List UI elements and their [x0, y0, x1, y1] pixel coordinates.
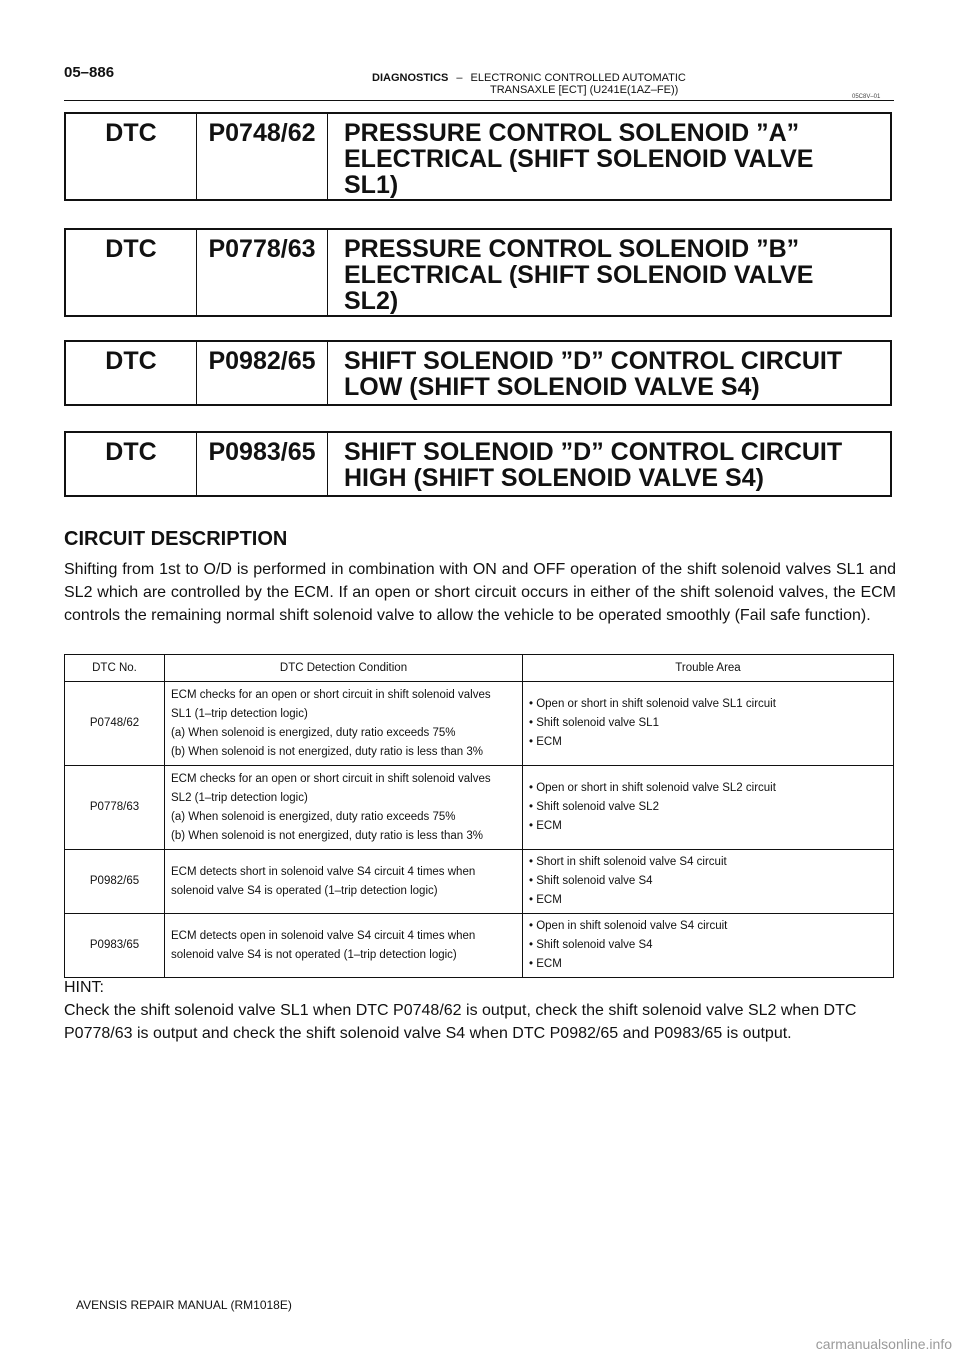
- condition-line: ECM checks for an open or short circuit in shift solenoid valves: [171, 688, 491, 701]
- dtc-number-cell: P0983/65: [65, 914, 165, 978]
- condition-line: solenoid valve S4 is operated (1–trip detection logic): [171, 884, 438, 897]
- dtc-title-line: PRESSURE CONTROL SOLENOID ”B”: [344, 235, 800, 263]
- trouble-area-item: • ECM: [529, 736, 562, 748]
- column-header-condition: DTC Detection Condition: [165, 655, 523, 682]
- document-code: 05C8V–01: [852, 94, 881, 100]
- trouble-area-item: • Shift solenoid valve SL1: [529, 717, 659, 729]
- dtc-box-p0778: [64, 228, 892, 317]
- dtc-title-line: PRESSURE CONTROL SOLENOID ”A”: [344, 119, 800, 147]
- column-header-dtc-no: DTC No.: [65, 655, 165, 682]
- condition-line: ECM checks for an open or short circuit in shift solenoid valves: [171, 772, 491, 785]
- dtc-code: P0982/65: [197, 342, 328, 404]
- table-header-row: [65, 655, 894, 682]
- dtc-box-p0748: [64, 112, 892, 201]
- dtc-code: P0778/63: [197, 230, 328, 315]
- dtc-detection-table: [64, 654, 894, 978]
- dtc-number-cell: P0982/65: [65, 850, 165, 914]
- header-title-line1: ELECTRONIC CONTROLLED AUTOMATIC: [470, 72, 686, 84]
- trouble-area-item: • Open or short in shift solenoid valve SL2 circuit: [529, 782, 776, 794]
- circuit-description-title: CIRCUIT DESCRIPTION: [64, 528, 288, 550]
- dtc-title-line: SL1): [344, 171, 399, 199]
- header-title-line2: TRANSAXLE [ECT] (U241E(1AZ–FE)): [490, 84, 679, 96]
- running-header: [372, 72, 686, 96]
- condition-line: ECM detects short in solenoid valve S4 circuit 4 times when: [171, 865, 476, 878]
- header-rule: [64, 100, 894, 101]
- condition-line: (a) When solenoid is energized, duty ratio exceeds 75%: [171, 810, 456, 823]
- trouble-area-item: • Shift solenoid valve S4: [529, 939, 653, 951]
- dtc-title-line: ELECTRICAL (SHIFT SOLENOID VALVE: [344, 145, 814, 173]
- page-number: 05–886: [64, 64, 115, 81]
- dtc-label: DTC: [66, 433, 197, 495]
- trouble-area-item: • Short in shift solenoid valve S4 circuit: [529, 856, 727, 868]
- trouble-area-item: • ECM: [529, 894, 562, 906]
- dtc-code: P0983/65: [197, 433, 328, 495]
- trouble-area-cell: [523, 914, 894, 978]
- dtc-title: [328, 230, 890, 315]
- dtc-title: [328, 342, 890, 404]
- dtc-number-cell: P0748/62: [65, 682, 165, 766]
- dtc-title-line: SL2): [344, 287, 399, 315]
- dtc-box-p0982: [64, 340, 892, 406]
- hint-block: [64, 976, 896, 1045]
- condition-cell: [165, 850, 523, 914]
- trouble-area-item: • ECM: [529, 958, 562, 970]
- trouble-area-item: • Shift solenoid valve S4: [529, 875, 653, 887]
- dtc-box-p0983: [64, 431, 892, 497]
- trouble-area-cell: [523, 766, 894, 850]
- hint-text: Check the shift solenoid valve SL1 when DTC P0748/62 is output, check the shift solenoid valve SL2 when DTC P0778/63 is output and check the shift solenoid valve S4 when DTC P0982/65 and P0983/65 is output.: [64, 1002, 857, 1042]
- dtc-title-line: ELECTRICAL (SHIFT SOLENOID VALVE: [344, 261, 814, 289]
- dtc-number-cell: P0778/63: [65, 766, 165, 850]
- table-row: [65, 914, 894, 978]
- dtc-title-line: SHIFT SOLENOID ”D” CONTROL CIRCUIT: [344, 438, 843, 466]
- trouble-area-cell: [523, 850, 894, 914]
- table-row: [65, 682, 894, 766]
- condition-cell: [165, 682, 523, 766]
- dtc-title-line: SHIFT SOLENOID ”D” CONTROL CIRCUIT: [344, 347, 843, 375]
- hint-label: HINT:: [64, 979, 104, 996]
- condition-line: SL1 (1–trip detection logic): [171, 707, 308, 720]
- table-row: [65, 850, 894, 914]
- condition-line: (b) When solenoid is not energized, duty ratio is less than 3%: [171, 745, 483, 758]
- dtc-label: DTC: [66, 342, 197, 404]
- condition-line: solenoid valve S4 is not operated (1–trip detection logic): [171, 948, 457, 961]
- dtc-title-line: HIGH (SHIFT SOLENOID VALVE S4): [344, 464, 764, 492]
- trouble-area-item: • ECM: [529, 820, 562, 832]
- condition-line: SL2 (1–trip detection logic): [171, 791, 308, 804]
- circuit-description-text: Shifting from 1st to O/D is performed in combination with ON and OFF operation of the shift solenoid valves SL1 and SL2 which are controlled by the ECM. If an open or short circuit occurs in either of the shift solenoid valves, the ECM controls the remaining normal shift solenoid valve to allow the vehicle to be operated smoothly (Fail safe function).: [64, 561, 896, 624]
- dtc-code: P0748/62: [197, 114, 328, 199]
- dtc-label: DTC: [66, 230, 197, 315]
- condition-line: (b) When solenoid is not energized, duty ratio is less than 3%: [171, 829, 483, 842]
- trouble-area-item: • Open in shift solenoid valve S4 circuit: [529, 920, 728, 932]
- trouble-area-item: • Shift solenoid valve SL2: [529, 801, 659, 813]
- dtc-title-line: LOW (SHIFT SOLENOID VALVE S4): [344, 373, 760, 401]
- watermark[interactable]: carmanualsonline.info: [815, 1336, 952, 1352]
- dtc-label: DTC: [66, 114, 197, 199]
- dtc-title: [328, 114, 890, 199]
- table-row: [65, 766, 894, 850]
- condition-line: ECM detects open in solenoid valve S4 circuit 4 times when: [171, 929, 476, 942]
- header-dash: –: [456, 72, 463, 84]
- trouble-area-item: • Open or short in shift solenoid valve SL1 circuit: [529, 698, 776, 710]
- trouble-area-cell: [523, 682, 894, 766]
- dtc-title: [328, 433, 890, 495]
- column-header-trouble-area: Trouble Area: [523, 655, 894, 682]
- condition-cell: [165, 914, 523, 978]
- condition-cell: [165, 766, 523, 850]
- condition-line: (a) When solenoid is energized, duty ratio exceeds 75%: [171, 726, 456, 739]
- section-name: DIAGNOSTICS: [372, 72, 449, 84]
- manual-footer: AVENSIS REPAIR MANUAL (RM1018E): [76, 1298, 292, 1312]
